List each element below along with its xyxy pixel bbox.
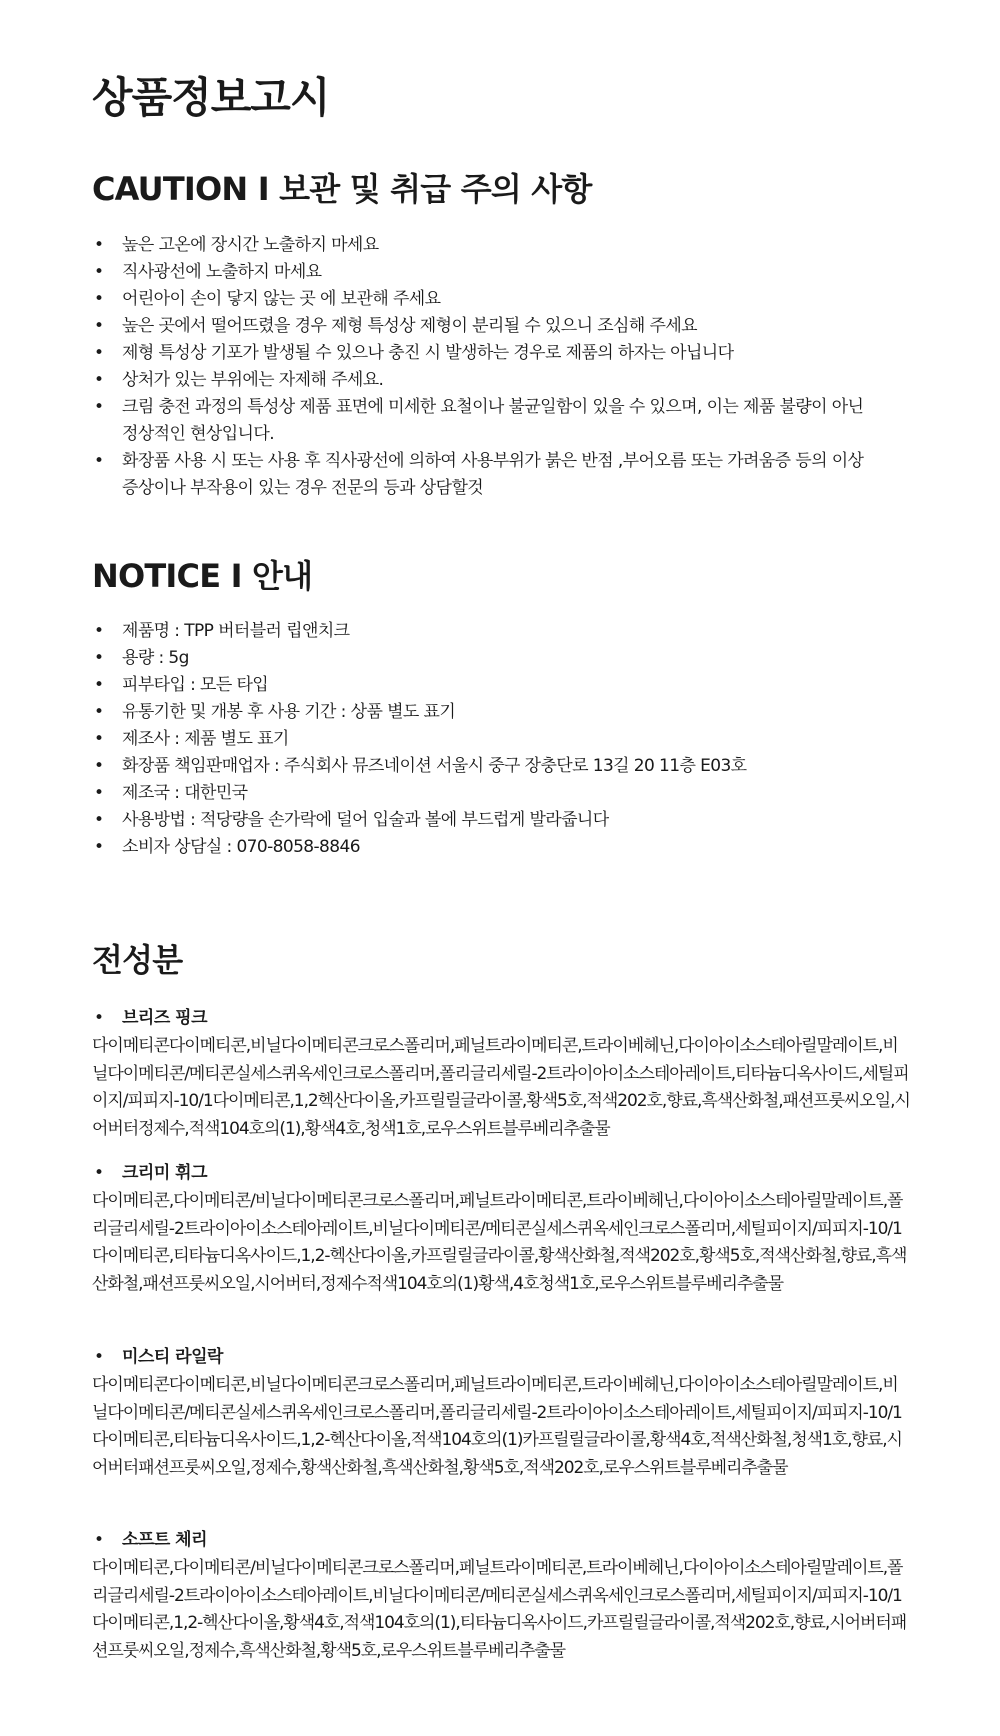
caution-item: • 상처가 있는 부위에는 자제해 주세요. [92,367,922,394]
ingredient-text: 다이메티콘,다이메티콘/비닐다이메티콘크로스폴리머,페닐트라이메티콘,트라이베헤닌,다이아이소스테아릴말레이트,폴리글리세릴-2트라이아이소스테아레이트,비닐다이메티콘/메티콘실세스퀴옥세인크로스폴리머,세틸피이지/피피지-10/1다이메티콘,티타늄디옥사이드,1,2-헥산다이올,카프릴릴글라이콜,황색산화철,적색202호,황색5호,적색산화철,향료,흑색산화철,패션프룻씨오일,시어버터,정제수적색104호의(1)황색,4호청색1호,로우스위트블루베리추출물 [92,1191,907,1294]
caution-item: • 직사광선에 노출하지 마세요 [92,259,922,286]
product-name: • 미스티 라일락 [92,1343,912,1371]
product-name: • 소프트 체리 [92,1526,912,1554]
notice-item: • 사용방법 : 적당량을 손가락에 덜어 입술과 볼에 부드럽게 발라줍니다 [92,807,922,834]
notice-item: • 제조국 : 대한민국 [92,780,922,807]
notice-item: • 용량 : 5g [92,645,922,672]
notice-item: • 제품명 : TPP 버터블러 립앤치크 [92,618,922,645]
ingredients-heading: 전성분 [92,941,183,979]
notice-item: • 피부타입 : 모든 타입 [92,672,922,699]
notice-item: • 유통기한 및 개봉 후 사용 기간 : 상품 별도 표기 [92,699,922,726]
ingredient-block [92,1343,912,1482]
ingredient-block [92,1526,912,1665]
notice-item: • 제조사 : 제품 별도 표기 [92,726,922,753]
caution-item: • 높은 고온에 장시간 노출하지 마세요 [92,232,922,259]
ingredient-text: 다이메티콘다이메티콘,비닐다이메티콘크로스폴리머,페닐트라이메티콘,트라이베헤닌,다이아이소스테아릴말레이트,비닐다이메티콘/메티콘실세스퀴옥세인크로스폴리머,폴리글리세릴-2트라이아이소스테아레이트,세틸피이지/피피지-10/1다이메티콘,티타늄디옥사이드,1,2-헥산다이올,적색104호의(1)카프릴릴글라이콜,황색4호,적색산화철,청색1호,향료,시어버터패션프룻씨오일,정제수,황색산화철,흑색산화철,황색5호,적색202호,로우스위트블루베리추출물 [92,1375,902,1478]
caution-list [92,232,922,502]
notice-list [92,618,922,861]
caution-item: • 어린아이 손이 닿지 않는 곳 에 보관해 주세요 [92,286,922,313]
caution-item-continued: 증상이나 부작용이 있는 경우 전문의 등과 상담할것 [122,478,484,498]
caution-item: • 크림 충전 과정의 특성상 제품 표면에 미세한 요철이나 불균일함이 있을 수 있으며, 이는 제품 불량이 아닌 [92,394,922,421]
ingredient-block [92,1004,912,1143]
ingredient-text: 다이메티콘,다이메티콘/비닐다이메티콘크로스폴리머,페닐트라이메티콘,트라이베헤닌,다이아이소스테아릴말레이트,폴리글리세릴-2트라이아이소스테아레이트,비닐다이메티콘/메티콘실세스퀴옥세인크로스폴리머,세틸피이지/피피지-10/1다이메티콘,1,2-헥산다이올,황색4호,적색104호의(1),티타늄디옥사이드,카프릴릴글라이콜,적색202호,향료,시어버터패션프룻씨오일,정제수,흑색산화철,황색5호,로우스위트블루베리추출물 [92,1558,907,1661]
caution-item: • 제형 특성상 기포가 발생될 수 있으나 충진 시 발생하는 경우로 제품의 하자는 아닙니다 [92,340,922,367]
caution-item: • 화장품 사용 시 또는 사용 후 직사광선에 의하여 사용부위가 붉은 반점 ,부어오름 또는 가려움증 등의 이상 [92,448,922,475]
page-title: 상품정보고시 [92,73,330,122]
caution-heading: CAUTION Ι 보관 및 취급 주의 사항 [92,170,592,208]
notice-item: • 화장품 책임판매업자 : 주식회사 뮤즈네이션 서울시 중구 장충단로 13길 20 11층 E03호 [92,753,922,780]
product-name: • 크리미 휘그 [92,1159,912,1187]
notice-item: • 소비자 상담실 : 070-8058-8846 [92,834,922,861]
caution-item: • 높은 곳에서 떨어뜨렸을 경우 제형 특성상 제형이 분리될 수 있으니 조심해 주세요 [92,313,922,340]
notice-heading: NOTICE Ι 안내 [92,557,313,595]
ingredient-block [92,1159,912,1298]
product-name: • 브리즈 핑크 [92,1004,912,1032]
caution-item-continued: 정상적인 현상입니다. [122,424,275,444]
ingredient-text: 다이메티콘다이메티콘,비닐다이메티콘크로스폴리머,페닐트라이메티콘,트라이베헤닌,다이아이소스테아릴말레이트,비닐다이메티콘/메티콘실세스퀴옥세인크로스폴리머,폴리글리세릴-2트라이아이소스테아레이트,티타늄디옥사이드,세틸피이지/피피지-10/1다이메티콘,1,2헥산다이올,카프릴릴글라이콜,황색5호,적색202호,향료,흑색산화철,패션프룻씨오일,시어버터정제수,적색104호의(1),황색4호,청색1호,로우스위트블루베리추출물 [92,1036,910,1139]
